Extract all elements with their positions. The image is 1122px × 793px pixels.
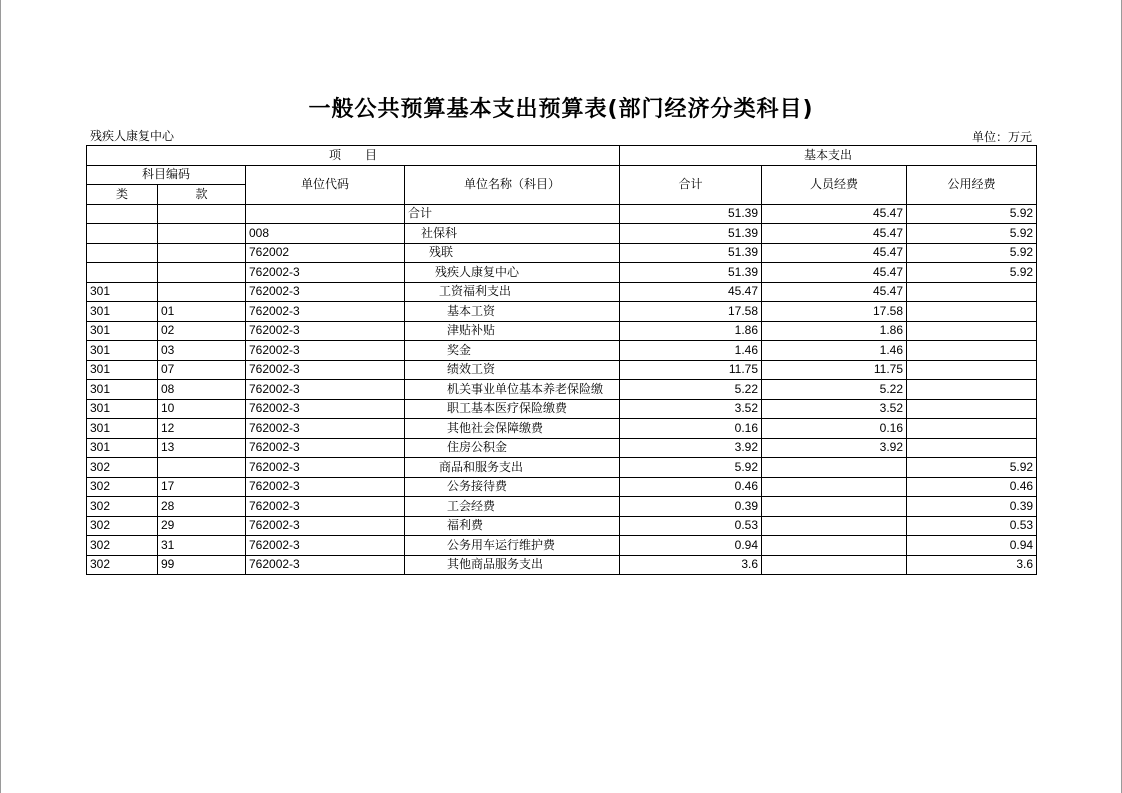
public-cell: 5.92: [907, 263, 1037, 283]
table-row: [87, 360, 1037, 380]
public-cell: 0.53: [907, 516, 1037, 536]
unit-name-cell: 住房公积金: [405, 438, 620, 458]
header-basic-expenditure: 基本支出: [620, 146, 1037, 166]
public-cell: [907, 380, 1037, 400]
header-subject-code: 科目编码: [87, 165, 246, 185]
table-row: [87, 458, 1037, 478]
public-cell: 0.94: [907, 536, 1037, 556]
personnel-cell: [762, 536, 907, 556]
unit-code-cell: 762002-3: [246, 282, 405, 302]
header-row-2: [87, 165, 1037, 185]
personnel-cell: 11.75: [762, 360, 907, 380]
total-cell: 45.47: [620, 282, 762, 302]
header-item: 款: [158, 185, 246, 205]
class-cell: 302: [87, 536, 158, 556]
public-cell: 0.39: [907, 497, 1037, 517]
unit-name-cell: 基本工资: [405, 302, 620, 322]
item-cell: 02: [158, 321, 246, 341]
public-cell: 5.92: [907, 204, 1037, 224]
personnel-cell: 0.16: [762, 419, 907, 439]
budget-table-body: [87, 204, 1037, 575]
personnel-cell: 3.52: [762, 399, 907, 419]
unit-name-cell: 奖金: [405, 341, 620, 361]
public-cell: [907, 438, 1037, 458]
unit-code-cell: 762002-3: [246, 555, 405, 575]
header-total: 合计: [620, 165, 762, 204]
unit-code-cell: 762002-3: [246, 536, 405, 556]
unit-name-cell: 津贴补贴: [405, 321, 620, 341]
item-cell: [158, 243, 246, 263]
class-cell: [87, 204, 158, 224]
table-row: [87, 302, 1037, 322]
unit-name-cell: 合计: [405, 204, 620, 224]
unit-name-cell: 工会经费: [405, 497, 620, 517]
total-cell: 5.22: [620, 380, 762, 400]
personnel-cell: 45.47: [762, 243, 907, 263]
personnel-cell: [762, 497, 907, 517]
personnel-cell: 1.86: [762, 321, 907, 341]
header-row-1: [87, 146, 1037, 166]
class-cell: [87, 224, 158, 244]
header-unit-name: 单位名称（科目）: [405, 165, 620, 204]
public-cell: [907, 321, 1037, 341]
personnel-cell: [762, 516, 907, 536]
class-cell: 301: [87, 380, 158, 400]
public-cell: [907, 282, 1037, 302]
class-cell: 302: [87, 555, 158, 575]
budget-table: [86, 145, 1037, 575]
personnel-cell: [762, 458, 907, 478]
item-cell: [158, 224, 246, 244]
header-unit-code: 单位代码: [246, 165, 405, 204]
table-row: [87, 204, 1037, 224]
item-cell: 03: [158, 341, 246, 361]
class-cell: [87, 243, 158, 263]
total-cell: 0.46: [620, 477, 762, 497]
personnel-cell: 3.92: [762, 438, 907, 458]
personnel-cell: 45.47: [762, 224, 907, 244]
class-cell: 301: [87, 341, 158, 361]
unit-code-cell: 762002-3: [246, 360, 405, 380]
unit-name-cell: 商品和服务支出: [405, 458, 620, 478]
organization-name: 残疾人康复中心: [90, 129, 175, 143]
class-cell: 301: [87, 419, 158, 439]
public-cell: [907, 419, 1037, 439]
personnel-cell: [762, 477, 907, 497]
unit-name-cell: 其他商品服务支出: [405, 555, 620, 575]
unit-code-cell: 762002-3: [246, 321, 405, 341]
table-row: [87, 380, 1037, 400]
unit-code-cell: 008: [246, 224, 405, 244]
item-cell: 12: [158, 419, 246, 439]
class-cell: 301: [87, 399, 158, 419]
unit-code-cell: 762002-3: [246, 477, 405, 497]
unit-code-cell: 762002-3: [246, 438, 405, 458]
table-row: [87, 341, 1037, 361]
total-cell: 0.53: [620, 516, 762, 536]
total-cell: 0.39: [620, 497, 762, 517]
unit-code-cell: 762002-3: [246, 302, 405, 322]
class-cell: 302: [87, 477, 158, 497]
total-cell: 3.92: [620, 438, 762, 458]
personnel-cell: 45.47: [762, 282, 907, 302]
header-class: 类: [87, 185, 158, 205]
table-row: [87, 282, 1037, 302]
unit-name-cell: 其他社会保障缴费: [405, 419, 620, 439]
unit-code-cell: 762002-3: [246, 419, 405, 439]
personnel-cell: 5.22: [762, 380, 907, 400]
total-cell: 5.92: [620, 458, 762, 478]
unit-code-cell: 762002-3: [246, 399, 405, 419]
table-row: [87, 555, 1037, 575]
table-row: [87, 419, 1037, 439]
unit-name-cell: 残联: [405, 243, 620, 263]
unit-code-cell: [246, 204, 405, 224]
public-cell: [907, 399, 1037, 419]
public-cell: [907, 302, 1037, 322]
unit-code-cell: 762002-3: [246, 458, 405, 478]
personnel-cell: 17.58: [762, 302, 907, 322]
total-cell: 51.39: [620, 263, 762, 283]
header-personnel: 人员经费: [762, 165, 907, 204]
item-cell: 07: [158, 360, 246, 380]
public-cell: [907, 360, 1037, 380]
item-cell: [158, 282, 246, 302]
public-cell: 0.46: [907, 477, 1037, 497]
total-cell: 3.6: [620, 555, 762, 575]
total-cell: 11.75: [620, 360, 762, 380]
class-cell: 301: [87, 438, 158, 458]
total-cell: 3.52: [620, 399, 762, 419]
unit-name-cell: 残疾人康复中心: [405, 263, 620, 283]
unit-code-cell: 762002: [246, 243, 405, 263]
table-row: [87, 516, 1037, 536]
class-cell: 301: [87, 282, 158, 302]
class-cell: 302: [87, 516, 158, 536]
unit-name-cell: 职工基本医疗保险缴费: [405, 399, 620, 419]
table-row: [87, 399, 1037, 419]
class-cell: 301: [87, 321, 158, 341]
unit-name-cell: 公务接待费: [405, 477, 620, 497]
unit-code-cell: 762002-3: [246, 516, 405, 536]
item-cell: 01: [158, 302, 246, 322]
page-title: 一般公共预算基本支出预算表(部门经济分类科目): [308, 97, 814, 122]
item-cell: 29: [158, 516, 246, 536]
table-row: [87, 224, 1037, 244]
total-cell: 51.39: [620, 204, 762, 224]
table-row: [87, 321, 1037, 341]
item-cell: 99: [158, 555, 246, 575]
item-cell: 31: [158, 536, 246, 556]
class-cell: 302: [87, 497, 158, 517]
public-cell: 5.92: [907, 458, 1037, 478]
unit-code-cell: 762002-3: [246, 341, 405, 361]
personnel-cell: 45.47: [762, 263, 907, 283]
unit-name-cell: 工资福利支出: [405, 282, 620, 302]
total-cell: 0.16: [620, 419, 762, 439]
total-cell: 17.58: [620, 302, 762, 322]
total-cell: 51.39: [620, 243, 762, 263]
total-cell: 51.39: [620, 224, 762, 244]
item-cell: [158, 458, 246, 478]
total-cell: 1.86: [620, 321, 762, 341]
header-project: 项 目: [87, 146, 620, 166]
personnel-cell: [762, 555, 907, 575]
class-cell: 301: [87, 360, 158, 380]
unit-name-cell: 福利费: [405, 516, 620, 536]
public-cell: 5.92: [907, 243, 1037, 263]
unit-label: 单位：万元: [971, 130, 1032, 144]
table-row: [87, 497, 1037, 517]
header-public: 公用经费: [907, 165, 1037, 204]
table-row: [87, 243, 1037, 263]
unit-code-cell: 762002-3: [246, 263, 405, 283]
class-cell: 301: [87, 302, 158, 322]
item-cell: 13: [158, 438, 246, 458]
item-cell: 08: [158, 380, 246, 400]
personnel-cell: 45.47: [762, 204, 907, 224]
public-cell: 5.92: [907, 224, 1037, 244]
class-cell: 302: [87, 458, 158, 478]
table-row: [87, 536, 1037, 556]
public-cell: [907, 341, 1037, 361]
unit-name-cell: 公务用车运行维护费: [405, 536, 620, 556]
item-cell: [158, 204, 246, 224]
table-row: [87, 477, 1037, 497]
class-cell: [87, 263, 158, 283]
item-cell: [158, 263, 246, 283]
item-cell: 10: [158, 399, 246, 419]
item-cell: 17: [158, 477, 246, 497]
total-cell: 0.94: [620, 536, 762, 556]
item-cell: 28: [158, 497, 246, 517]
total-cell: 1.46: [620, 341, 762, 361]
table-row: [87, 438, 1037, 458]
personnel-cell: 1.46: [762, 341, 907, 361]
unit-name-cell: 社保科: [405, 224, 620, 244]
unit-name-cell: 绩效工资: [405, 360, 620, 380]
table-row: [87, 263, 1037, 283]
unit-name-cell: 机关事业单位基本养老保险缴: [405, 380, 620, 400]
unit-code-cell: 762002-3: [246, 380, 405, 400]
public-cell: 3.6: [907, 555, 1037, 575]
unit-code-cell: 762002-3: [246, 497, 405, 517]
